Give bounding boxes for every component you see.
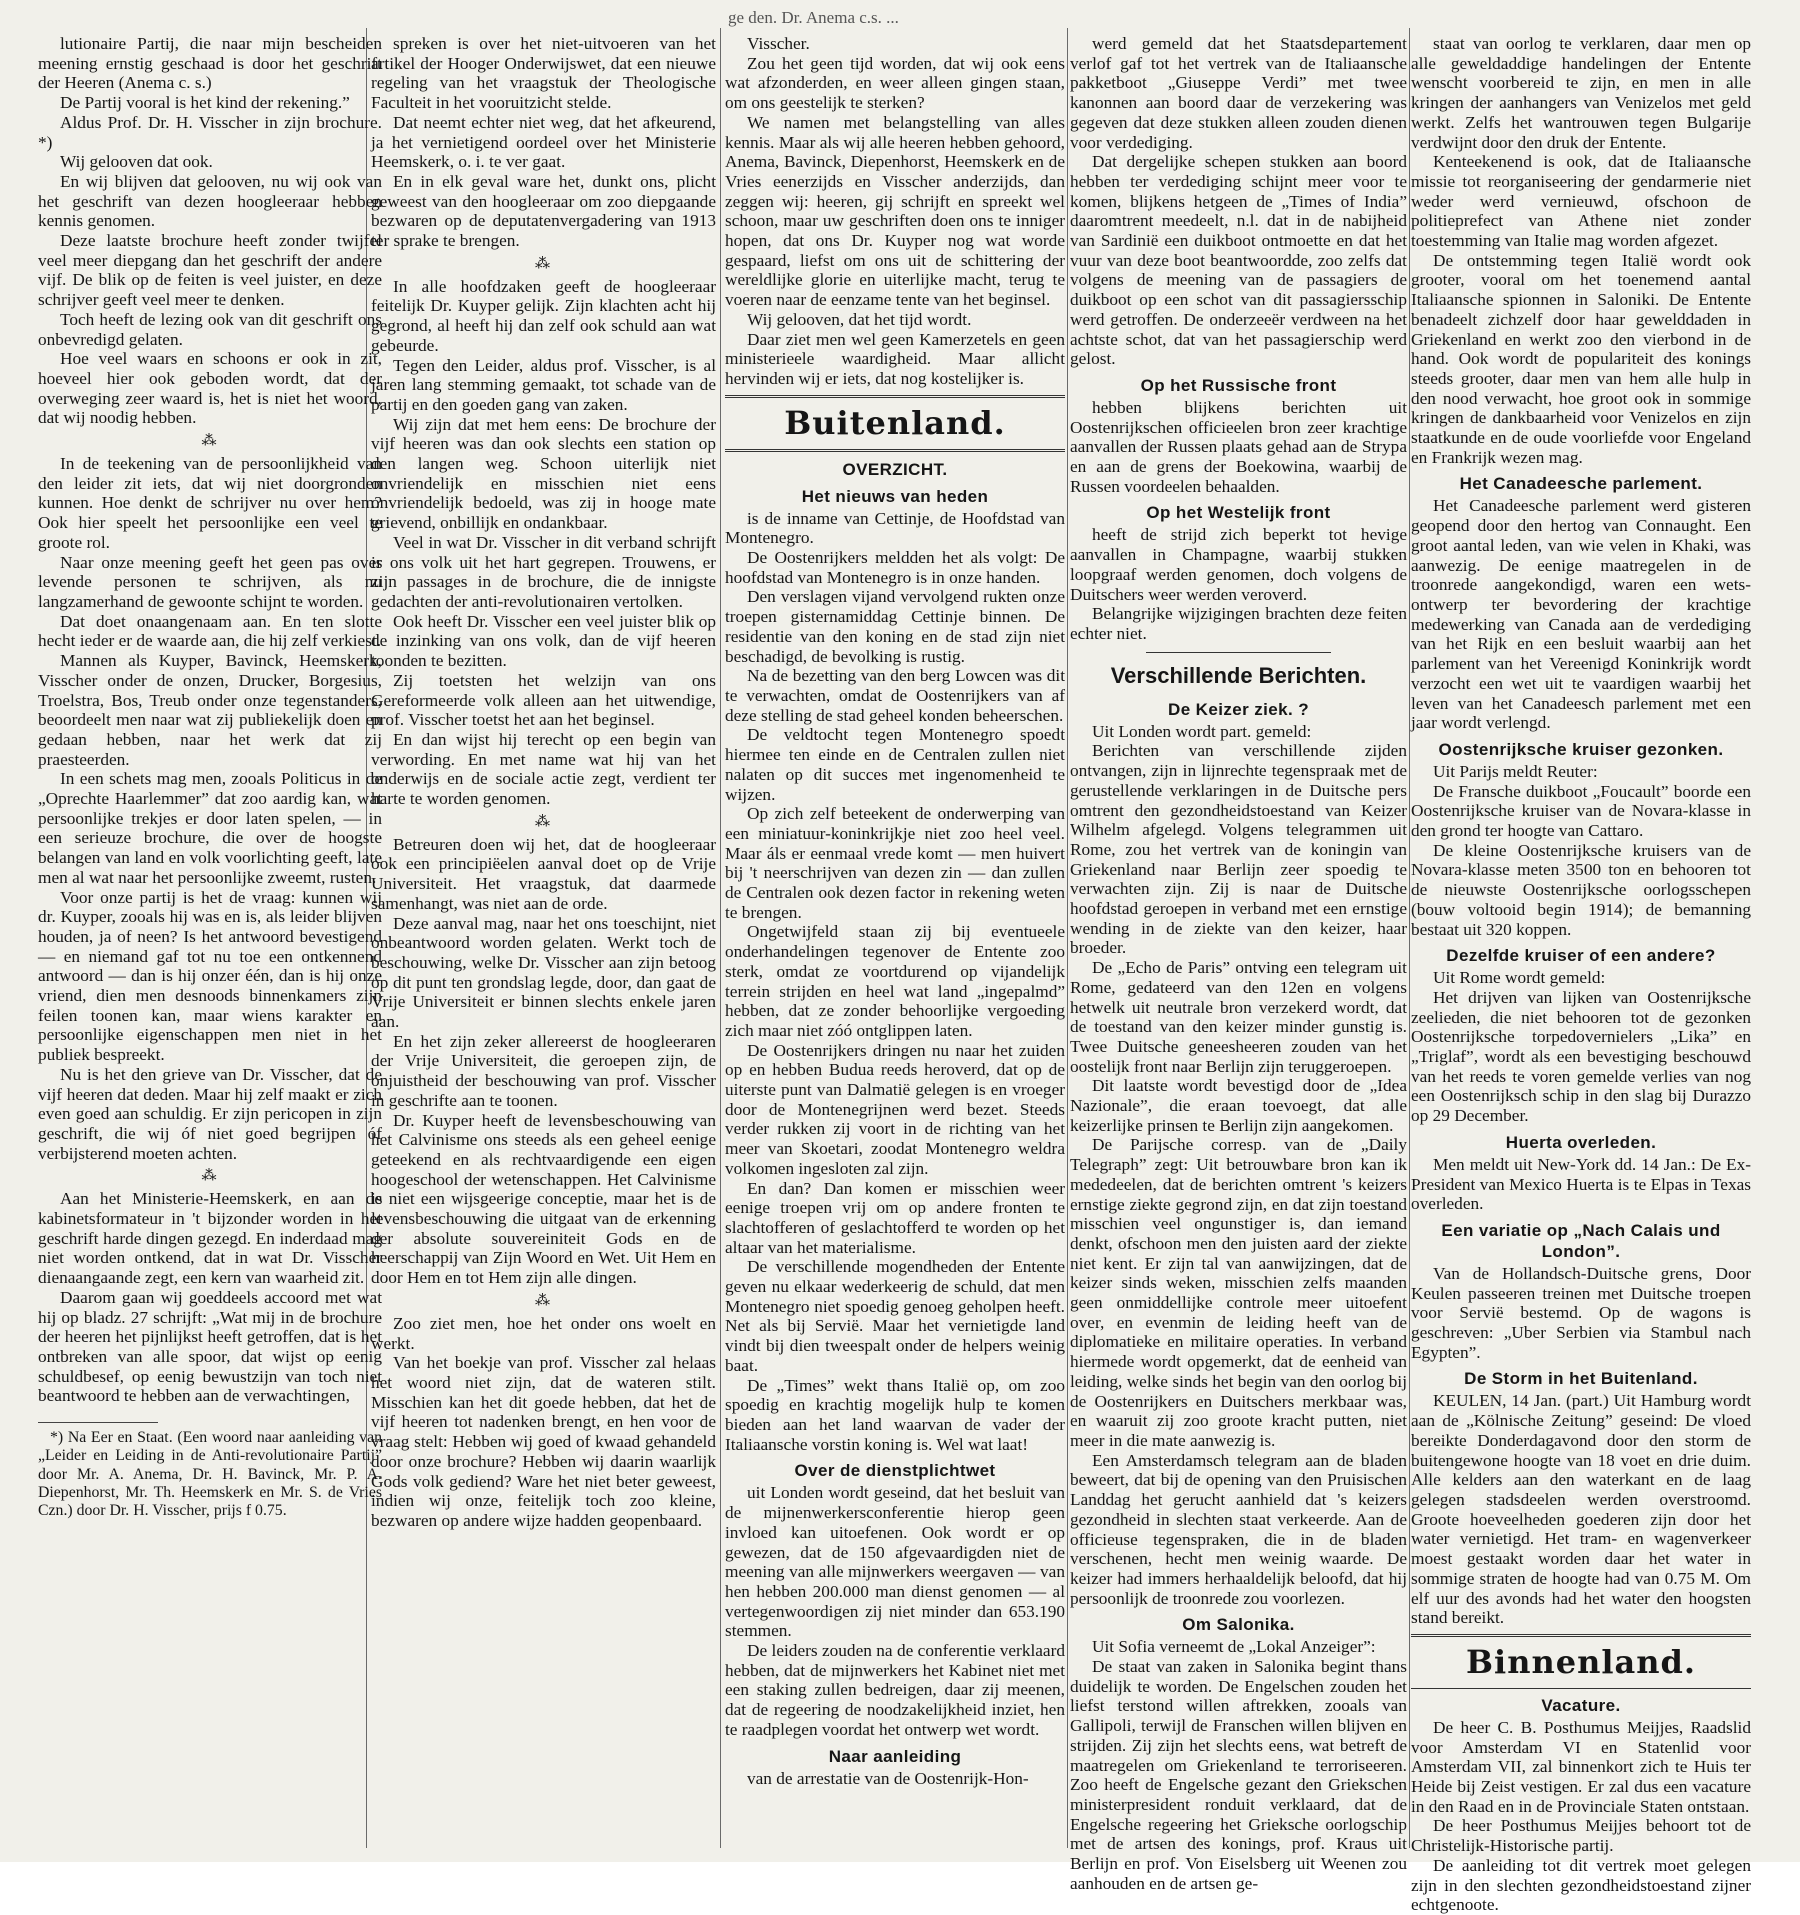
paragraph: De kleine Oostenrijksche kruisers van de Novara-klasse meten 3500 ton en behooren tot de nieuwste Oostenrijksche oorlogsschepen (bouw voltooid begin 1914); de bemanning bestaat uit 320 koppen. [1411,840,1751,939]
paragraph: Men meldt uit New-York dd. 14 Jan.: De Ex-President van Mexico Huerta is te Elpas in Texas overleden. [1411,1154,1751,1214]
paragraph: De veldtocht tegen Montenegro spoedt hiermee ten einde en de Centralen zullen niet nalaten op dit succes met ingenomenheid te wijzen. [725,725,1065,804]
paragraph: Nu is het den grieve van Dr. Visscher, dat de vijf heeren dat deden. Maar hij zelf maakt er zich even goed aan schuldig. Er zijn pericopen in zijn geschrift, die wij óf niet goed begrijpen óf verbijsterend moeten achten. [38,1064,382,1163]
paragraph: lutionaire Partij, die naar mijn bescheiden meening ernstig geschaad is door het geschrift der Heeren (Anema c. s.) [38,34,382,93]
column-divider [1067,28,1068,1848]
paragraph: De verschillende mogendheden der Entente geven nu elkaar wederkeerig de schuld, dat men Montenegro niet spoedig genoeg geholpen heeft. Net als bij Servië. Maar het vernietigde land vindt bij dien tweespalt onder de helpers weinig baat. [725,1257,1065,1375]
asterism: ⁂ [535,813,552,830]
paragraph: En in elk geval ware het, dunkt ons, plicht geweest van den hoogleeraar om zoo diepgaande bezwaren op de deputatenvergadering van 1913 ter sprake te brengen. [371,171,716,251]
col4-paragraphs-d [1070,722,1407,1609]
col1-paragraphs-b [38,454,382,1163]
col4-paragraphs-c [1070,525,1407,643]
paragraph: Zoo ziet men, hoe het onder ons woelt en werkt. [371,1313,716,1353]
heading-naar-aanleiding: Naar aanleiding [828,1746,962,1766]
heading-canadeesche-parlement: Het Canadeesche parlement. [1459,474,1703,494]
paragraph: staat van oorlog te verklaren, daar men op alle geweldaddige handelingen der Entente wenscht voorbereid te zijn, en men in alle kringen der aanhangers van Venizelos met geld werkt. Zelfs het wantrouwen tegen Bulgarije verdwijnt door den druk der Entente. [1411,34,1751,152]
heading-huerta-overleden: Huerta overleden. [1505,1132,1657,1152]
paragraph: Den verslagen vijand vervolgend rukten onze troepen gisternamiddag Cettinje binnen. De residentie van den koning en de stad zijn niet beschadigd, de bevolking is rustig. [725,587,1065,666]
footnote: *) Na Eer en Staat. (Een woord naar aanleiding van „Leider en Leiding in de Anti-revolutionaire Partij” door Mr. A. Anema, Dr. H. Bavinck, Mr. P. A. Diepenhorst, Mr. Th. Heemskerk en Mr. S. de Vries Czn.) door Dr. H. Visscher, prijs f 0.75. [38,1429,382,1519]
column-divider [1409,28,1410,1848]
paragraph: We namen met belangstelling van alles kennis. Maar als wij alle heeren hebben gehoord, Anema, Bavinck, Diepenhorst, Heemskerk en de Vries eenerzijds en Visscher anderzijds, dan zeggen wij: heeren, gij schrijft en spreekt wel schoon, maar uw geschriften doen ons te inniger hopen, dat ons Dr. Kuyper nog wat worde gespaard, liefst om ons uit de schittering der wereldlijke glorie en uiterlijke macht, terug te voeren naar de eenzame tente van het beginsel. [725,112,1065,310]
paragraph: Van het boekje van prof. Visscher zal helaas het woord niet zijn, dat de wateren stilt. Misschien kan het dit goede hebben, dat het de vijf heeren tot nadenken brengt, en hen voor de vraag stelt: Hebben wij goed of kwaad gehandeld door onze brochure? Hebben wij daarin waarlijk Gods volk gediend? Ware het niet beter geweest, indien wij onze, feitelijk toch zoo kleine, bezwaren op andere wijze hadden geopenbaard. [371,1353,716,1530]
paragraph: Het drijven van lijken van Oostenrijksche zeelieden, die niet behooren tot de gezonken Oostenrijksche torpedovernielers „Lika” en „Triglaf”, wordt als een bevestiging beschouwd van het reeds te voren gemelde verlies van nog een Oostenrijksch schip in den slag bij Durazzo op 29 December. [1411,987,1751,1126]
paragraph: uit Londen wordt geseind, dat het besluit van de mijnenwerkersconferentie hierop geen invloed kan uitoefenen. Ook wordt er op gewezen, dat de 150 afgevaardigden niet de meening van alle mijnwerkers weergaven — van hen hebben 200.000 man dienst genomen — al vertegenwoordigen zij niet minder dan 653.190 stemmen. [725,1483,1065,1641]
heading-westelijk-front: Op het Westelijk front [1146,503,1331,523]
col2-paragraphs-d [371,1314,716,1531]
paragraph: Uit Londen wordt part. gemeld: [1092,721,1312,741]
heading-dienstplichtwet: Over de dienstplichtwet [794,1461,996,1481]
heading-vacature: Vacature. [1541,1695,1621,1715]
paragraph: Uit Rome wordt gemeld: [1433,968,1606,988]
paragraph: Dr. Kuyper heeft de levensbeschouwing van het Calvinisme ons steeds als een geheel eenige geteekend en als rechtvaardigende een eigen hoogeschool der wetenschappen. Het Calvinisme is niet een wijsgeerige conceptie, maar het is de levensbeschouwing die uitgaat van de erkenning der absolute souvereiniteit Gods en de heerschappij van Zijn Woord en Wet. Uit Hem en door Hem en tot Hem zijn alle dingen. [371,1110,716,1288]
paragraph: Een Amsterdamsch telegram aan de bladen beweert, dat bij de opening van den Pruisischen Landdag het gerucht aanhield dat 's keizers gezondheid in slechten staat verkeerde. Aan de officieuse tegenspraken, die in de bladen verschenen, hecht men weinig waarde. De keizer had immers herhaaldelijk beloofd, dat hij persoonlijk de troonrede zou voorlezen. [1070,1450,1407,1608]
paragraph: Deze aanval mag, naar het ons toeschijnt, niet onbeantwoord worden gelaten. Werkt toch de beschouwing, welke Dr. Visscher aan zijn betoog op dit punt ten grondslag legde, door, dan gaat de Vrije Universiteit er binnen slechts enkele jaren aan. [371,913,716,1032]
paragraph: In alle hoofdzaken geeft de hoogleeraar feitelijk Dr. Kuyper gelijk. Zijn klachten acht hij gegrond, al heeft hij dan zelf ook schuld aan wat gebeurde. [371,276,716,355]
paragraph: Het Canadeesche parlement werd gisteren geopend door den hertog van Connaught. Een groot aantal leden, van wie velen in Khaki, was aanwezig. De eenige maatregelen in de troonrede aangekondigd, waren een wets-ontwerp ter bevordering der krachtige medewerking van Canada aan de verdediging van het Rijk en een besluit waarbij aan het parlement van het Vereenigd Koninkrijk wordt verzocht een wet uit te vaardigen waarbij het leven van het Canadeesch parlement met een jaar wordt verlengd. [1411,496,1751,733]
section-title-binnenland: Binnenland. [1465,1642,1697,1681]
clipped-header-text: ge den. Dr. Anema c.s. ... [728,8,899,27]
paragraph: spreken is over het niet-uitvoeren van het artikel der Hooger Onderwijswet, dat een nieuwe regeling van het vraagstuk der Theologische Faculteit in het vooruitzicht stelde. [371,34,716,113]
paragraph: Wij gelooven, dat het tijd wordt. [747,309,972,329]
paragraph: In de teekening van de persoonlijkheid van den leider zit iets, dat wij niet doorgronden kunnen. Hoe denkt de schrijver nu over hem? Ook hier speelt het persoonlijke een veel te groote rol. [38,454,382,552]
heading-russische-front: Op het Russische front [1140,375,1337,395]
paragraph: De heer Posthumus Meijjes behoort tot de Christelijk-Historische partij. [1411,1816,1751,1856]
paragraph: Daar ziet men wel geen Kamerzetels en geen ministerieele waardigheid. Maar allicht hervinden wij er iets, dat nog kostelijker is. [725,329,1065,388]
paragraph: Deze laatste brochure heeft zonder twijfel veel meer diepgang dan het geschrift der andere vijf. De blik op de feiten is veel juister, en deze schrijver geeft veel meer te denken. [38,231,382,310]
paragraph: Van de Hollandsch-Duitsche grens, Door Keulen passeeren treinen met Duitsche troepen voor Servië bestemd. Op de wagons is geschreven: „Uber Serbien via Stambul nach Egypten”. [1411,1263,1751,1362]
paragraph: De „Echo de Paris” ontving een telegram uit Rome, gedateerd van den 12en en volgens hetwelk uit neutrale bron verzekerd wordt, dat de toestand van den keizer minder gunstig is. Twee Duitsche geneesheeren zouden van het oostelijk front naar Berlijn zijn teruggeroepen. [1070,958,1407,1076]
col5-paragraphs-f [1411,1264,1751,1363]
col5-paragraphs-b [1411,496,1751,732]
heading-storm-buitenland: De Storm in het Buitenland. [1464,1369,1698,1389]
asterism: ⁂ [535,255,552,272]
col1-paragraphs-c [38,1189,382,1406]
col2-paragraphs-a [371,34,716,251]
paragraph: KEULEN, 14 Jan. (part.) Uit Hamburg wordt aan de „Kölnische Zeitung” geseind: De vloed bereikte Donderdagavond door den storm de buitengewone hoogte van 18 voet en drie duim. Alle kelders aan den waterkant en de laag gelegen stadsdeelen werden overstroomd. Groote hoeveelheden goederen zijn door het water vernietigd. Het tram- en wagenverkeer moest gestaakt worden daar het water in sommige straten de hoogte had van 0.75 M. Om elf uur des avonds had het water den hoogsten stand bereikt. [1411,1391,1751,1628]
heading-nieuws-van-heden: Het nieuws van heden [801,486,989,506]
paragraph: De Parijsche corresp. van de „Daily Telegraph” zegt: Uit betrouwbare bron kan ik mededeelen, dat de berichten omtrent 's keizers ernstige ziekte gegrond zijn, en dat zijn toestand misschien veel ongunstiger is, dan iemand denkt, ofschoon men den juisten aard der ziekte niet kent. Er zijn tal van aanwijzingen, dat de keizer sinds weken, misschien zelfs maanden geen onmiddellijke controle meer uitoefent over, en evenmin de leiding heeft van de diplomatieke en militaire operaties. In verband hiermede wordt opgemerkt, dat de eenheid van leiding, welke sinds het begin van den oorlog bij de Oostenrijkers en Duitschers merkbaar was, en waaruit zij zoo groote kracht putten, niet meer in die mate aanwezig is. [1070,1135,1407,1450]
paragraph: heeft de strijd zich beperkt tot hevige aanvallen in Champagne, waarbij stukken loopgraaf werden genomen, doch volgens de Duitschers weer werden veroverd. [1070,525,1407,604]
paragraph: En dan wijst hij terecht op een begin van verwording. En met name wat hij van het onderwijs en de sociale actie zegt, verdient ter harte te worden genomen. [371,729,716,809]
col5-paragraphs-h [1411,1718,1751,1915]
paragraph: werd gemeld dat het Staatsdepartement verlof gaf tot het vertrek van de Italiaansche pakketboot „Giuseppe Verdi” met twee kanonnen aan boord daar de verzekering was gegeven dat deze stukken alleen zouden dienen voor verdediging. [1070,34,1407,152]
paragraph: is de inname van Cettinje, de Hoofdstad van Montenegro. [725,508,1065,548]
paragraph: De Oostenrijkers meldden het als volgt: De hoofdstad van Montenegro is in onze handen. [725,548,1065,587]
paragraph: De leiders zouden na de conferentie verklaard hebben, dat de mijnwerkers het Kabinet niet met een staking zullen bedreigen, daar zij meenen, dat de regeering de noodzakelijkheid inziet, hen te raadplegen voordat het ontwerp wet wordt. [725,1641,1065,1739]
section-rule [725,449,1065,453]
paragraph: De aanleiding tot dit vertrek moet gelegen zijn in den slechten gezondheidstoestand zijner echtgenoote. [1411,1855,1751,1915]
col4-paragraphs-e [1070,1637,1407,1893]
paragraph: Naar onze meening geeft het geen pas over levende personen te schrijven, als nu langzamerhand de gewoonte schijnt te worden. [38,552,382,611]
col5-paragraphs-e [1411,1155,1751,1214]
paragraph: Wij gelooven dat ook. [60,152,213,172]
paragraph: hebben blijkens berichten uit Oostenrijkschen officieelen bron zeer krachtige aanvallen der Russen plaats gehad aan de Strypa en aan de grens der Boekowina, waarbij de Russen voordeelen behaalden. [1070,397,1407,496]
heading-overzicht: OVERZICHT. [842,459,948,479]
paragraph: Hoe veel waars en schoons er ook in zit, hoeveel hier ook geboden wordt, dat der overweging zeer waard is, het is niet het woord, dat wij noodig hebben. [38,349,382,428]
paragraph: De ontstemming tegen Italië wordt ook grooter, vooral om het toenemend aantal Italiaansche spionnen in Saloniki. De Entente benadeelt zichzelf door haar gewelddaden in Griekenland en werkt zoo den vierbond in de hand. Ook wordt de populariteit des konings steeds grooter, daar men van hem alle hulp in den nood verwacht, hoe groot ook in sommige kringen de dankbaarheid voor Venizelos en zijn staatkunde en de oude voorliefde voor Engeland en Frankrijk wezen mag. [1411,250,1751,467]
paragraph: Na de bezetting van den berg Lowcen was dit te verwachten, omdat de Oostenrijkers van af deze stelling de stad geheel konden beheerschen. [725,666,1065,725]
paragraph: De „Times” wekt thans Italië op, om zoo spoedig en krachtig mogelijk hulp te komen bieden aan het land waarvan de vader der Italiaansche vorstin koning is. Wel wat laat! [725,1375,1065,1454]
paragraph: Visscher. [747,34,810,53]
paragraph: Aan het Ministerie-Heemskerk, en aan de kabinetsformateur in 't bijzonder worden in het geschrift harde dingen gezegd. En inderdaad mag niet worden ontkend, dat in wat Dr. Visscher dienaangaande zegt, een kern van waarheid zit. [38,1189,382,1288]
col5-paragraphs-c [1411,762,1751,939]
column-divider [720,28,721,1848]
paragraph: De Oostenrijkers dringen nu naar het zuiden op en hebben Budua reeds heroverd, dat op de uiterste punt van Dalmatië gelegen is en vroeger door de Montenegrijnen werd bezet. Steeds verder rukken zij voort in de richting van het meer van Skoetari, zoodat Montenegro weldra volkomen ingesloten zal zijn. [725,1040,1065,1178]
paragraph: Zij toetsten het welzijn van ons Gereformeerde volk alleen aan het uitwendige, prof. Visscher toetst het aan het beginsel. [371,670,716,730]
paragraph: Uit Sofia verneemt de „Lokal Anzeiger”: [1092,1637,1376,1657]
paragraph: Op zich zelf beteekent de onderwerping van een miniatuur-koninkrijkje niet zoo heel veel. Maar áls er eenmaal vrede komt — men huivert bij 't neerschrijven van dezen zin — dan zullen de Centralen ook dezen factor in rekening weten te brengen. [725,804,1065,922]
column-2 [371,34,716,1862]
heading-keizer-ziek: De Keizer ziek. ? [1168,699,1309,719]
paragraph: De Fransche duikboot „Foucault” boorde een Oostenrijksche kruiser van de Novara-klasse in den grond ter hoogte van Cattaro. [1411,781,1751,841]
paragraph: De staat van zaken in Salonika begint thans duidelijk te worden. De Engelschen zouden het liefst terstond willen aftrekken, zooals van Gallipoli, terwijl de Franschen willen blijven en strijden. Zij zijn het slechts eens, wat betreft de maatregelen om Griekenland te terroriseeren. Zoo heeft de Engelsche gezant den Griekschen ministerpresident ronduit verklaard, dat de Engelsche regeering het Grieksche oorlogschip met de artsen des konings, prof. Kraus uit Berlijn en prof. Von Eiselsberg uit Weenen zou aanhouden en de artsen ge- [1070,1657,1407,1893]
paragraph: Kenteekenend is ook, dat de Italiaansche missie tot reorganiseering der gendarmerie niet weder werd vernieuwd, ofschoon de politieprefect van Athene niet zonder toestemming van Italie mag worden afgezet. [1411,152,1751,251]
paragraph: De Partij vooral is het kind der rekening.” [60,93,350,113]
section-rule [725,395,1065,399]
col3-paragraphs-d [725,1769,1065,1789]
col2-paragraphs-b [371,277,716,809]
col5-paragraphs-g [1411,1391,1751,1627]
paragraph: Dat neemt echter niet weg, dat het afkeurend, ja het vernietigend oordeel over het Ministerie Heemskerk, o. i. te ver gaat. [371,112,716,172]
paragraph: En het zijn zeker allereerst de hoogleeraren der Vrije Universiteit, die geroepen zijn, de onjuistheid der beschouwing van prof. Visscher in geschrifte aan te toonen. [371,1031,716,1110]
paragraph: Betreuren doen wij het, dat de hoogleeraar ook een principiëelen aanval doet op de Vrije Universiteit. Het vraagstuk, dat daarmede samenhangt, was niet aan de orde. [371,834,716,913]
asterism: ⁂ [201,1168,219,1185]
paragraph: Dat doet onaangenaam aan. En ten slotte hecht ieder er de waarde aan, die hij zelf verkiest. [38,611,382,651]
col3-paragraphs-c [725,1483,1065,1739]
col5-paragraphs-a [1411,34,1751,467]
footnote-rule [38,1422,158,1423]
divider [1146,652,1331,653]
asterism: ⁂ [535,1292,552,1309]
paragraph: Dat dergelijke schepen stukken aan boord hebben ter verdediging schijnt meer voor te komen, blijkens hetgeen de „Times of India” daaromtrent meedeelt, n.l. dat in de nabijheid van Sardinië een duikboot ontmoette en dat het vuur van deze boot beantwoordde, zoo zelfs dat volgens de meening van de passagiers de duikboot op een schot van dit passagiersschip werd getroffen. De onderzeeër verdween na het achtste schot, dat van het passagierschip werd gelost. [1070,152,1407,369]
paragraph: Tegen den Leider, aldus prof. Visscher, is al jaren lang stemming gemaakt, tot schade van de partij en den goeden gang van zaken. [371,355,716,414]
paragraph: En wij blijven dat gelooven, nu wij ook van het geschrift van dezen hoogleeraar hebben kennis genomen. [38,171,382,231]
paragraph: En dan? Dan komen er misschien weer eenige troepen vrij om op andere fronten te slachtofferen of geslachtofferd te worden op het altaar van het materialisme. [725,1178,1065,1257]
col1-paragraphs-a [38,34,382,428]
column-1 [38,34,382,1862]
paragraph: Mannen als Kuyper, Bavinck, Heemskerk, Visscher onder de onzen, Drucker, Borgesius, Troelstra, Bos, Treub onder onze tegenstanders, beoordeelt men naar wat zij publiekelijk doen en gedaan hebben, naar het werk dat zij praesteerden. [38,651,382,769]
paragraph: Voor onze partij is het de vraag: kunnen wij dr. Kuyper, zooals hij was en is, als leider blijven houden, ja of neen? Is het antwoord bevestigend — en niemand gaf tot nu toe een ontkennend antwoord — dan is hij onzer één, dan is hij onze vriend, dien men desnoods binnenkamers zijn feilen toonen kan, maar wiens karakter en persoonlijke eigenschappen men niet in het publiek bespreekt. [38,887,382,1065]
heading-kruiser-gezonken: Oostenrijksche kruiser gezonken. [1438,739,1724,759]
paragraph: Zou het geen tijd worden, dat wij ook eens wat afzonderden, en weer alleen gingen staan, om ons geestelijk te sterken? [725,53,1065,113]
col4-paragraphs-a [1070,34,1407,369]
paragraph: Belangrijke wijzigingen brachten deze feiten echter niet. [1070,604,1407,643]
paragraph: Wij zijn dat met hem eens: De brochure der vijf heeren was dan ook slechts een station op den langen weg. Schoon uiterlijk niet onvriendelijk en misschien niet eens onvriendelijk bedoeld, was zij in hooge mate grievend, onbillijk en ondankbaar. [371,414,716,533]
section-rule [1411,1688,1751,1689]
paragraph: Aldus Prof. Dr. H. Visscher in zijn brochure. *) [38,112,382,152]
col3-paragraphs-a [725,34,1065,389]
col4-paragraphs-b [1070,398,1407,497]
column-5 [1411,34,1751,1915]
paragraph: Veel in wat Dr. Visscher in dit verband schrijft is ons volk uit het hart gegrepen. Trouwens, er zijn passages in de brochure, die de innigste gedachten der anti-revolutionairen vertolken. [371,532,716,611]
paragraph: Ook heeft Dr. Visscher een veel juister blik op de inzinking van ons volk, dan de vijf heeren toonden te bezitten. [371,611,716,671]
section-title-buitenland: Buitenland. [784,403,1006,442]
section-title-verschillende-berichten: Verschillende Berichten. [1110,662,1367,688]
paragraph: In een schets mag men, zooals Politicus in de „Oprechte Haarlemmer” dat zoo aardig kan, wat persoonlijke trekjes er door laten spelen, — in een serieuze brochure, die over de hoogste belangen van land en volk voorlichting geeft, late men al wat naar het persoonlijke zweemt, rusten. [38,769,382,887]
col2-paragraphs-c [371,835,716,1288]
paragraph: Berichten van verschillende zijden ontvangen, zijn in lijnrechte tegenspraak met de gerustellende verklaringen in de Duitsche pers omtrent den gezondheidstoestand van Keizer Wilhelm afgelegd. Volgens telegrammen uit Rome, zou het vertrek van de koningin van Griekenland naar Berlijn zeer spoedig te verwachten zijn. Zij is naar de Duitsche hoofdstad geroepen in verband met een ernstige wending in de ziekte van den keizer, haar broeder. [1070,741,1407,958]
col3-paragraphs-b [725,509,1065,1455]
paragraph: Ongetwijfeld staan zij bij eventueele onderhandelingen tegenover de Entente zoo sterk, omdat ze voortdurend op vijandelijk terrein strijden en heel wat land „ingepalmd” hebben, dat ze zonder behoorlijke vergoeding zich maar niet zóó ontglippen laten. [725,922,1065,1040]
col5-paragraphs-d [1411,968,1751,1126]
column-3 [725,34,1065,1862]
heading-om-salonika: Om Salonika. [1182,1615,1295,1635]
paragraph: Daarom gaan wij goeddeels accoord met wat hij op bladz. 27 schrijft: „Wat mij in de brochure der heeren het pijnlijkst heeft getroffen, dat is het ontbreken van alle spoor, dat wijst op eenig schuldbesef, op eenig bewustzijn van toch niet beantwoord te hebben aan de verwachtingen, [38,1287,382,1406]
paragraph: Uit Parijs meldt Reuter: [1433,761,1598,781]
paragraph: De heer C. B. Posthumus Meijjes, Raadslid voor Amsterdam VI en Statenlid voor Amsterdam VII, zal binnenkort zich te Huis ter Heide bij Zeist vestigen. Er zal dus een vacature in den Raad en in de Provinciale Staten ontstaan. [1411,1717,1751,1816]
paragraph: van de arrestatie van de Oostenrijk-Hon- [747,1768,1029,1788]
paragraph: Toch heeft de lezing ook van dit geschrift ons onbevredigd gelaten. [38,309,382,349]
paragraph: Dit laatste wordt bevestigd door de „Idea Nazionale”, die eraan toevoegt, dat alle keizerlijke prinsen te Berlijn zijn aangekomen. [1070,1076,1407,1135]
heading-nach-calais: Een variatie op „Nach Calais und London”. [1441,1220,1721,1261]
heading-dezelfde-kruiser: Dezelfde kruiser of een andere? [1446,946,1716,966]
column-4 [1070,34,1407,1893]
section-rule [1411,1634,1751,1638]
asterism: ⁂ [201,433,219,450]
